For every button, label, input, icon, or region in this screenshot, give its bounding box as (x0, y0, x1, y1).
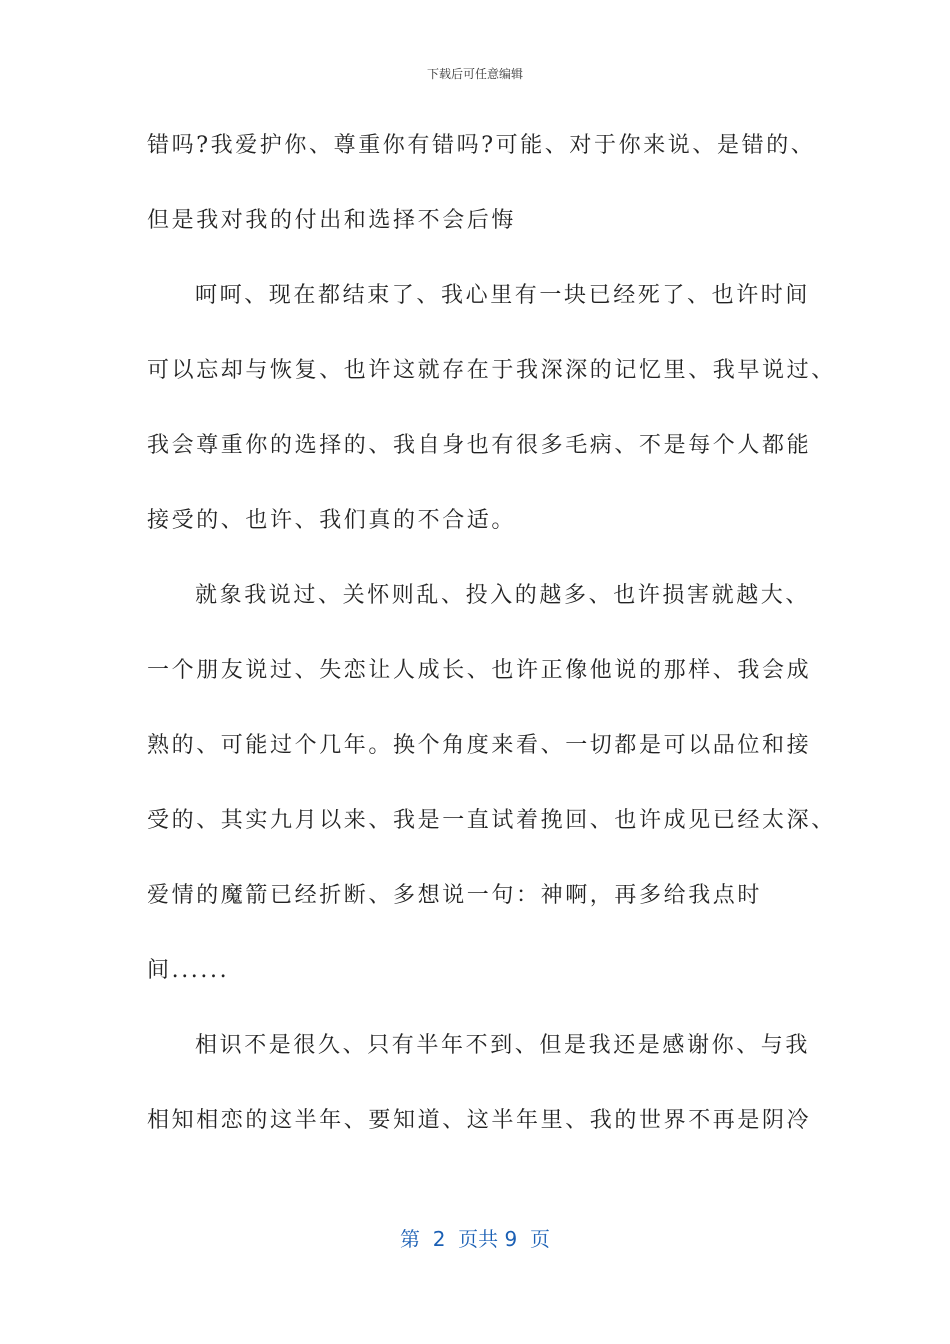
page-number: 第 2 页共 9 页 (400, 1227, 550, 1251)
text-line-3: 呵呵、现在都结束了、我心里有一块已经死了、也许时间 (195, 283, 811, 308)
text-line-8: 一个朋友说过、失恋让人成长、也许正像他说的那样、我会成 (147, 658, 812, 683)
text-line-13: 相识不是很久、只有半年不到、但是我还是感谢你、与我 (195, 1033, 811, 1058)
document-body (147, 127, 836, 1177)
text-line-7: 就象我说过、关怀则乱、投入的越多、也许损害就越大、 (195, 583, 811, 608)
page-footer (0, 1225, 950, 1253)
text-line-12: 间...... (147, 958, 230, 983)
text-line-10: 受的、其实九月以来、我是一直试着挽回、也许成见已经太深、 (147, 808, 836, 833)
text-line-5: 我会尊重你的选择的、我自身也有很多毛病、不是每个人都能 (147, 433, 812, 458)
text-line-2: 但是我对我的付出和选择不会后悔 (147, 208, 517, 233)
page-header: 下载后可任意编辑 (426, 67, 523, 81)
text-line-4: 可以忘却与恢复、也许这就存在于我深深的记忆里、我早说过、 (147, 358, 836, 383)
text-line-1: 错吗?我爱护你、尊重你有错吗?可能、对于你来说、是错的、 (147, 133, 816, 158)
text-line-9: 熟的、可能过个几年。换个角度来看、一切都是可以品位和接 (147, 733, 812, 758)
text-line-11: 爱情的魔箭已经折断、多想说一句：神啊，再多给我点时 (147, 883, 763, 908)
text-line-14: 相知相恋的这半年、要知道、这半年里、我的世界不再是阴冷 (147, 1108, 812, 1133)
text-line-6: 接受的、也许、我们真的不合适。 (147, 508, 517, 533)
